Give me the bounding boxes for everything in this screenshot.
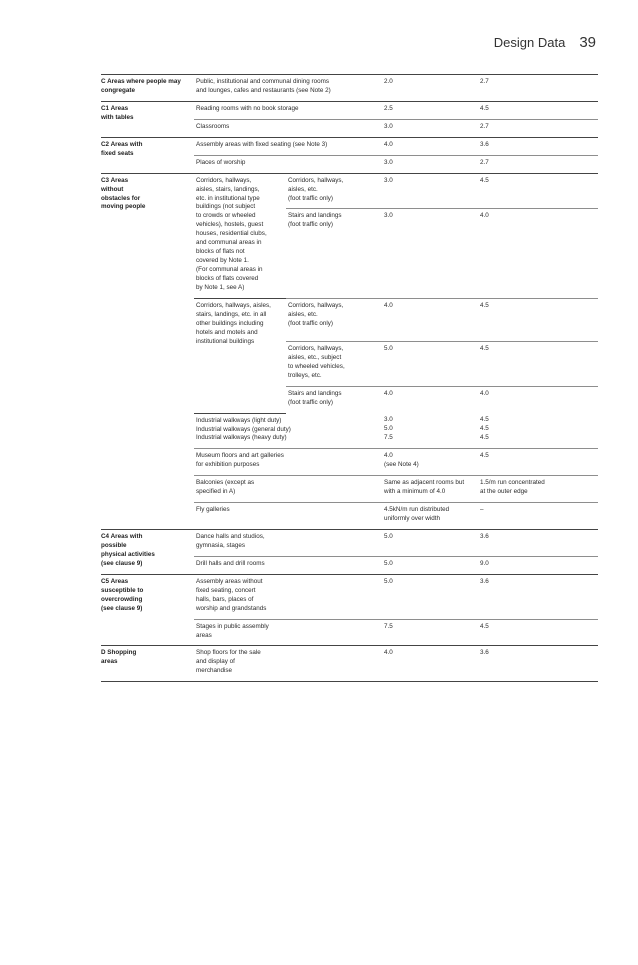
conc-cell: 9.0 [478, 556, 598, 574]
table-row [101, 75, 598, 102]
udl-cell: 4.0 [382, 137, 478, 155]
category-label: C5 Areas susceptible to overcrowding (see clause 9) [101, 574, 194, 646]
udl-cell: 3.0 [382, 119, 478, 137]
udl-cell: 3.0 [382, 155, 478, 173]
conc-cell: – [478, 503, 598, 530]
use-cell: Places of worship [194, 155, 382, 173]
conc-cell: 3.6 [478, 530, 598, 557]
use-cell: Corridors, hallways, aisles, etc., subject to wheeled vehicles, trolleys, etc. [286, 342, 382, 387]
conc-cell: 3.6 [478, 574, 598, 619]
udl-cell: 4.5kN/m run distributed uniformly over width [382, 503, 478, 530]
udl-cell: 2.0 [382, 75, 478, 102]
udl-cell: 4.0 [382, 299, 478, 342]
use-cell: Stairs and landings (foot traffic only) [286, 387, 382, 413]
use-cell: Museum floors and art galleries for exhibition purposes [194, 449, 382, 476]
udl-cell: 5.0 [382, 342, 478, 387]
conc-cell: 4.5 [478, 173, 598, 209]
table-row [101, 101, 598, 119]
subgroup-label: Corridors, hallways, aisles, stairs, landings, etc. in all other buildings including hotels and motels and institutional buildings [194, 299, 286, 413]
use-cell: Assembly areas without fixed seating, concert halls, bars, places of worship and grandstands [194, 574, 382, 619]
page-header [494, 34, 596, 51]
conc-cell: 4.5 [478, 619, 598, 646]
conc-cell: 4.5 4.5 4.5 [480, 416, 489, 441]
category-label: C4 Areas with possible physical activities (see clause 9) [101, 530, 194, 575]
udl-cell: 4.0 [382, 646, 478, 682]
use-cell: Assembly areas with fixed seating (see Note 3) [194, 137, 382, 155]
udl-cell: 5.0 [382, 556, 478, 574]
category-label: C2 Areas with fixed seats [101, 137, 194, 173]
udl-cell: 2.5 [382, 101, 478, 119]
conc-cell: 2.7 [478, 75, 598, 102]
udl-cell: 5.0 [382, 574, 478, 619]
conc-cell: 1.5/m run concentrated at the outer edge [478, 476, 598, 503]
use-cell: Reading rooms with no book storage [194, 101, 382, 119]
use-cell: Dance halls and studios, gymnasia, stages [194, 530, 382, 557]
udl-cell: 4.0 [382, 387, 478, 413]
use-cell: Classrooms [194, 119, 382, 137]
udl-cell: 3.0 [382, 209, 478, 299]
udl-cell: 4.0 (see Note 4) [382, 449, 478, 476]
udl-cell: 3.0 [382, 173, 478, 209]
running-title: Design Data [493, 35, 566, 50]
conc-cell: 2.7 [478, 155, 598, 173]
category-label: C1 Areas with tables [101, 101, 194, 137]
table-row [101, 137, 598, 155]
category-label: C Areas where people may congregate [101, 75, 194, 102]
conc-cell: 4.0 [478, 387, 598, 413]
design-data-table [101, 74, 598, 682]
use-cell: Shop floors for the sale and display of merchandise [194, 646, 382, 682]
category-label: C3 Areas without obstacles for moving people [101, 173, 194, 529]
conc-cell: 4.5 [478, 449, 598, 476]
conc-cell: 2.7 [478, 119, 598, 137]
use-cell: Industrial walkways (light duty) Industrial walkways (general duty) Industrial walkways (heavy duty) [196, 416, 291, 442]
page-number: 39 [579, 34, 596, 51]
conc-cell: 3.6 [478, 646, 598, 682]
use-cell: Corridors, hallways, aisles, etc. (foot traffic only) [286, 299, 382, 342]
table-row [101, 646, 598, 682]
table-row [101, 574, 598, 619]
subgroup-label: Corridors, hallways, aisles, stairs, landings, etc. in institutional type buildings (not subject to crowds or wheeled vehicles), hostels, guest houses, residential clubs, and communal areas in blocks of flats not covered by Note 1. (For communal areas in blocks of flats covered by Note 1, see A) [194, 173, 286, 299]
udl-cell: Same as adjacent rooms but with a minimum of 4.0 [382, 476, 478, 503]
use-cell: Stages in public assembly areas [194, 619, 382, 646]
table-row [101, 173, 598, 209]
conc-cell: 4.5 [478, 299, 598, 342]
conc-cell: 4.5 [478, 101, 598, 119]
use-cell: Public, institutional and communal dining rooms and lounges, cafes and restaurants (see Note 2) [194, 75, 382, 102]
conc-cell: 4.5 [478, 342, 598, 387]
table-row [101, 530, 598, 557]
udl-cell: 7.5 [382, 619, 478, 646]
use-cell: Corridors, hallways, aisles, etc. (foot traffic only) [286, 173, 382, 209]
udl-cell: 5.0 [382, 530, 478, 557]
use-cell: Fly galleries [194, 503, 382, 530]
use-cell: Balconies (except as specified in A) [194, 476, 382, 503]
use-cell: Stairs and landings (foot traffic only) [286, 209, 382, 299]
conc-cell: 3.6 [478, 137, 598, 155]
use-cell: Drill halls and drill rooms [194, 556, 382, 574]
udl-cell: 3.0 5.0 7.5 [384, 416, 393, 441]
category-label: D Shopping areas [101, 646, 194, 682]
conc-cell: 4.0 [478, 209, 598, 299]
